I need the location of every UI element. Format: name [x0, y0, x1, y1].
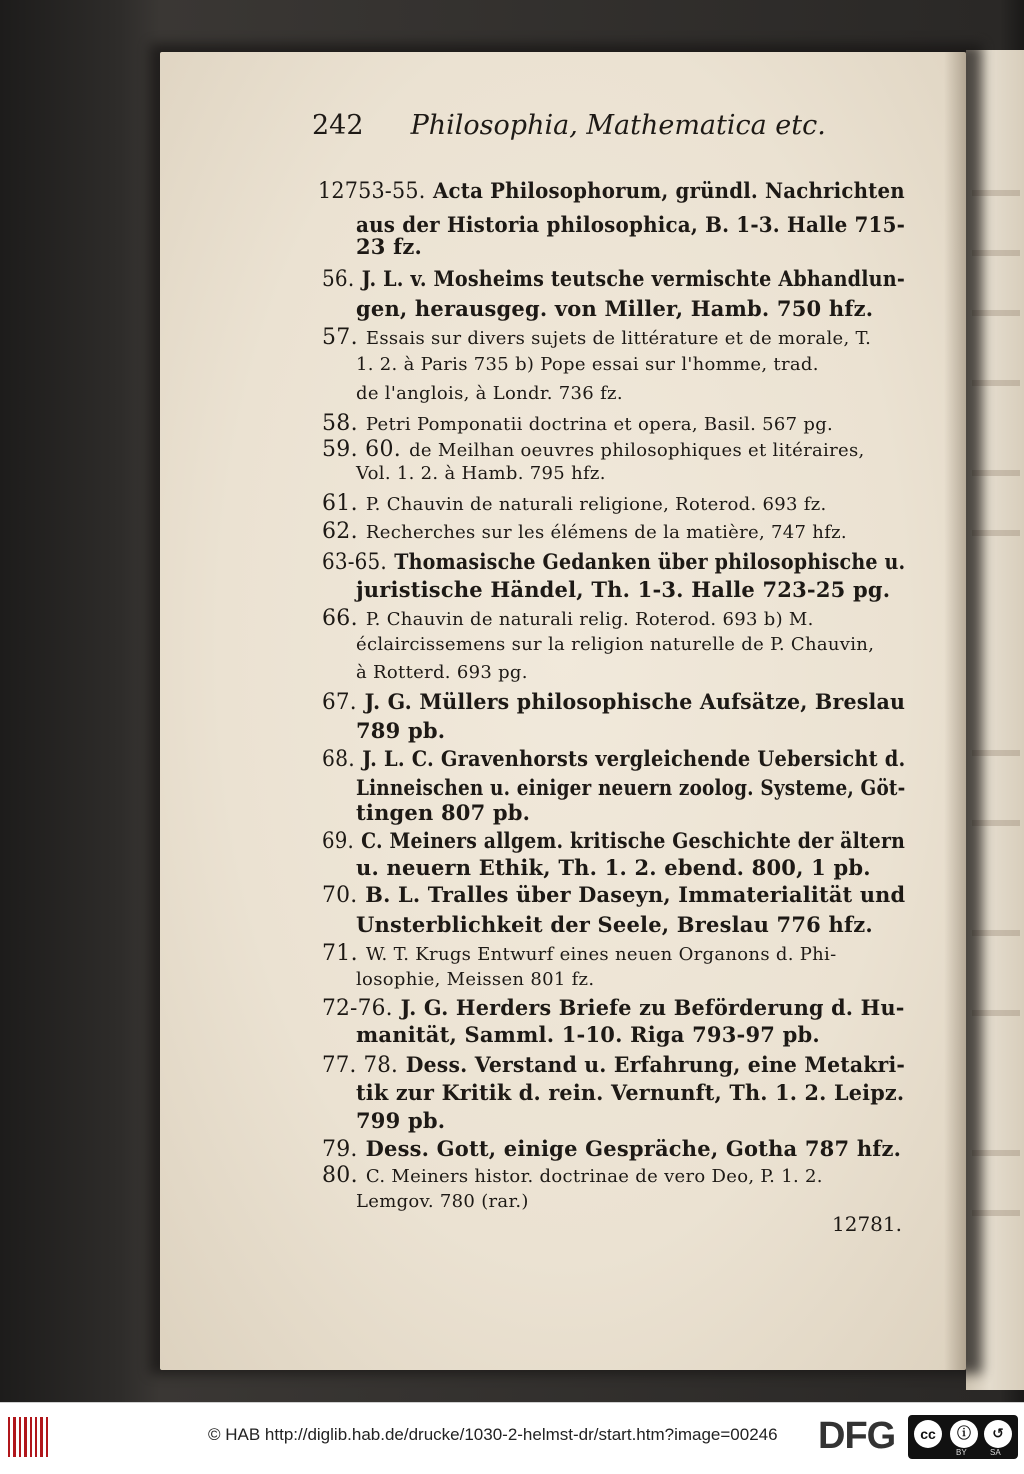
- entry-text: 799 pb.: [356, 1108, 446, 1133]
- page-number: 242: [312, 110, 364, 141]
- entry-text: 1. 2. à Paris 735 b) Pope essai sur l'homme, trad.: [356, 354, 819, 375]
- entry-text: à Rotterd. 693 pg.: [356, 662, 528, 683]
- copyright-link[interactable]: © HAB http://diglib.hab.de/drucke/1030-2-helmst-dr/start.htm?image=00246: [208, 1425, 778, 1444]
- entry-line: [356, 212, 905, 237]
- entry-text: 23 fz.: [356, 234, 423, 259]
- attribution-icon: ⓘ: [950, 1420, 978, 1448]
- entry-text: J. L. C. Gravenhorsts vergleichende Uebersicht d.: [362, 746, 906, 771]
- entry-text: tingen 807 pb.: [356, 800, 531, 825]
- entry-line: [356, 634, 874, 655]
- entry-text: P. Chauvin de naturali religione, Roterod. 693 fz.: [365, 494, 827, 515]
- entry-line: [322, 266, 905, 292]
- entry-line: [356, 1022, 820, 1047]
- entry-number: 77. 78.: [322, 1053, 399, 1078]
- entry-text: aus der Historia philosophica, B. 1-3. Halle 715-: [356, 212, 906, 237]
- entry-line: [356, 1080, 904, 1105]
- entry-text: C. Meiners histor. doctrinae de vero Deo, P. 1. 2.: [365, 1166, 823, 1187]
- entry-number: 71.: [322, 941, 358, 966]
- entry-line: [322, 746, 905, 772]
- entry-line: [322, 437, 865, 462]
- entry-line: [322, 325, 871, 350]
- entry-number: 57.: [322, 325, 358, 350]
- entry-line: [356, 354, 819, 375]
- entry-text: gen, herausgeg. von Miller, Hamb. 750 hfz.: [356, 296, 874, 321]
- entry-line: [322, 828, 905, 854]
- entry-line: [322, 606, 814, 631]
- entry-number: 58.: [322, 411, 358, 436]
- entry-text: J. L. v. Mosheims teutsche vermischte Abhandlun-: [361, 266, 905, 291]
- entry-line: [356, 463, 606, 484]
- entry-text: J. G. Herders Briefe zu Beförderung d. Hu-: [400, 995, 905, 1020]
- entry-number: 62.: [322, 519, 358, 544]
- entry-line: [356, 1191, 529, 1212]
- entry-text: de l'anglois, à Londr. 736 fz.: [356, 383, 623, 404]
- entry-text: tik zur Kritik d. rein. Vernunft, Th. 1. 2. Leipz.: [356, 1080, 905, 1105]
- entry-text: losophie, Meissen 801 fz.: [356, 969, 595, 990]
- entry-number: 68.: [322, 747, 355, 772]
- entry-line: [356, 912, 873, 937]
- entry-number: 56.: [322, 267, 355, 292]
- entry-number: 80.: [322, 1163, 358, 1188]
- entry-line: [356, 718, 445, 743]
- entry-line: [356, 577, 890, 602]
- cc-icon: cc: [914, 1420, 942, 1448]
- entry-number: 12753-55.: [318, 179, 426, 204]
- entry-number: 67.: [322, 690, 357, 715]
- entry-text: manität, Samml. 1-10. Riga 793-97 pb.: [356, 1022, 820, 1047]
- entry-number: 69.: [322, 829, 354, 854]
- entry-line: [322, 882, 905, 908]
- entry-text: C. Meiners allgem. kritische Geschichte der ältern: [361, 828, 905, 853]
- entry-number: 63-65.: [322, 550, 387, 575]
- entry-line: [356, 234, 422, 259]
- entry-number: 70.: [322, 883, 358, 908]
- entry-text: de Meilhan oeuvres philosophiques et litéraires,: [409, 440, 865, 461]
- entry-text: Lemgov. 780 (rar.): [356, 1191, 529, 1212]
- entry-text: juristische Händel, Th. 1-3. Halle 723-25 pg.: [356, 577, 891, 602]
- entry-text: Dess. Gott, einige Gespräche, Gotha 787 hfz.: [365, 1136, 902, 1161]
- entry-line: [322, 689, 905, 715]
- entry-line: [318, 178, 905, 204]
- entry-line: [356, 296, 873, 321]
- license-by-label: BY: [956, 1448, 967, 1457]
- entry-number: 79.: [322, 1137, 358, 1162]
- entry-line: [356, 1108, 445, 1133]
- entry-line: [322, 549, 905, 575]
- entry-line: [322, 941, 837, 966]
- entry-line: [356, 662, 528, 683]
- entry-line: [356, 800, 530, 825]
- entry-line: [356, 855, 871, 880]
- entry-line: [322, 491, 827, 516]
- entry-text: Essais sur divers sujets de littérature et de morale, T.: [365, 328, 872, 349]
- entry-line: [322, 1052, 905, 1078]
- entry-line: [356, 383, 623, 404]
- entry-text: Acta Philosophorum, gründl. Nachrichten: [433, 178, 905, 203]
- hab-logo: [8, 1417, 48, 1457]
- dfg-logo: DFG: [818, 1415, 896, 1457]
- entry-text: 789 pb.: [356, 718, 446, 743]
- entry-text: Vol. 1. 2. à Hamb. 795 hfz.: [356, 463, 606, 484]
- cc-license-badge[interactable]: [908, 1415, 1018, 1459]
- viewer-footer: [0, 1402, 1024, 1474]
- entry-line: [322, 1136, 901, 1162]
- entry-text: Linneischen u. einiger neuern zoolog. Systeme, Göt-: [356, 775, 906, 800]
- entry-number: 61.: [322, 491, 358, 516]
- entry-text: P. Chauvin de naturali relig. Roterod. 693 b) M.: [365, 609, 814, 630]
- entry-text: Recherches sur les élémens de la matière, 747 hfz.: [365, 522, 847, 543]
- entry-text: u. neuern Ethik, Th. 1. 2. ebend. 800, 1 pb.: [356, 855, 871, 880]
- entry-line: [322, 519, 847, 544]
- entry-number: 72-76.: [322, 996, 393, 1021]
- entry-line: [322, 995, 905, 1021]
- running-title: Philosophia, Mathematica etc.: [410, 110, 826, 141]
- entry-line: [322, 1163, 823, 1188]
- catchword: 12781.: [832, 1212, 902, 1236]
- entry-text: Unsterblichkeit der Seele, Breslau 776 hfz.: [356, 912, 873, 937]
- share-alike-icon: ↺: [984, 1420, 1012, 1448]
- entry-text: B. L. Tralles über Daseyn, Immaterialität und: [365, 882, 906, 907]
- entry-text: Thomasische Gedanken über philosophische u.: [394, 549, 906, 574]
- license-sa-label: SA: [990, 1448, 1001, 1457]
- entry-text: Dess. Verstand u. Erfahrung, eine Metakri-: [405, 1052, 906, 1077]
- entry-text: éclaircissemens sur la religion naturelle de P. Chauvin,: [356, 634, 875, 655]
- entry-number: 59. 60.: [322, 437, 402, 462]
- running-header: [312, 110, 826, 150]
- entry-text: J. G. Müllers philosophische Aufsätze, Breslau: [364, 689, 906, 714]
- entry-number: 66.: [322, 606, 358, 631]
- entry-line: [322, 411, 833, 436]
- entry-text: Petri Pomponatii doctrina et opera, Basil. 567 pg.: [365, 414, 834, 435]
- entry-line: [356, 969, 594, 990]
- entry-line: [356, 775, 905, 800]
- entry-text: W. T. Krugs Entwurf eines neuen Organons d. Phi-: [365, 944, 837, 965]
